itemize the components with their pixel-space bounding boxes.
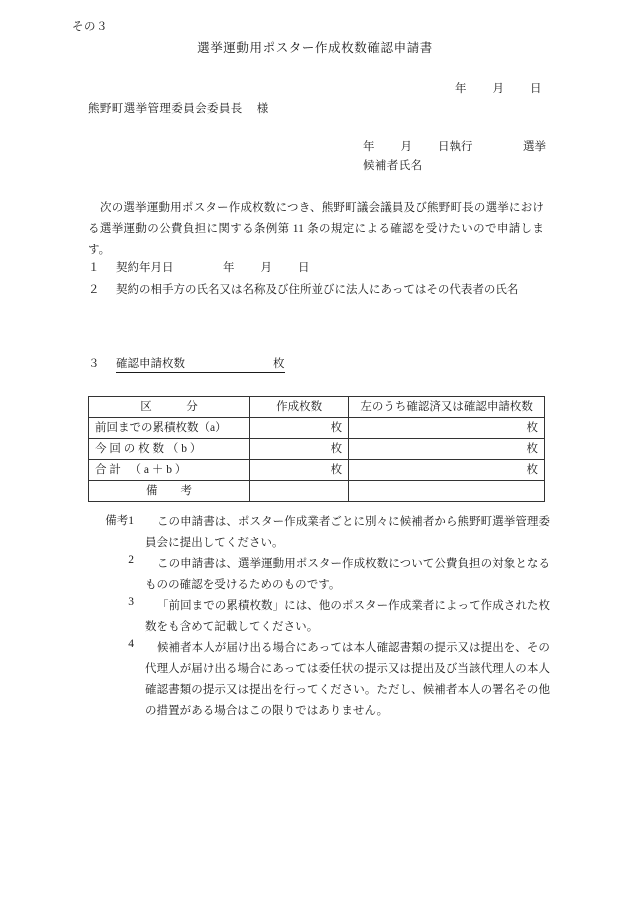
row-label-current-count: 今 回 の 枚 数 （ b ） [89,439,250,460]
exec-month-label: 月 [400,141,412,153]
note-item [82,638,550,722]
poster-count-table [88,396,545,502]
confirmation-count-label: 確認申請枚数 [116,358,185,370]
note-text: 「前回までの累積枚数」には、他のポスター作成業者によって作成された枚数をも含めて記載してください。 [145,600,550,633]
cell-created-previous[interactable]: 枚 [250,418,349,439]
contract-day-label: 日 [298,262,310,274]
item-number: １ [88,262,100,274]
column-header-created: 作成枚数 [250,397,349,418]
column-header-category: 区 分 [89,397,250,418]
note-text: この申請書は、選挙運動用ポスター作成枚数について公費負担の対象となるものの確認を受けるためのものです。 [145,558,550,591]
notes-section [82,512,550,722]
candidate-name-label: 候補者氏名 [363,160,423,172]
list-item [88,259,548,281]
contract-date-fields [223,259,310,275]
submission-date-line [455,80,542,96]
date-year-label: 年 [455,83,467,95]
note-item [82,554,550,596]
numbered-items-list [88,259,548,303]
table-header-row [89,397,545,418]
notes-label-text: 備考 [105,515,129,527]
exec-day-label: 日執行 [438,141,473,153]
item-label: 契約年月日 [116,262,174,274]
note-number: 3 [128,596,134,608]
notes-label [82,512,134,528]
table-row [89,460,545,481]
contract-year-label: 年 [223,262,235,274]
election-label: 選挙 [523,141,546,153]
column-header-confirmed: 左のうち確認済又は確認申請枚数 [349,397,545,418]
note-item [82,512,550,554]
addressee-honorific: 様 [256,103,269,115]
row-label-previous-total: 前回までの累積枚数（a） [89,418,250,439]
body-paragraph: 次の選挙運動用ポスター作成枚数につき、熊野町議会議員及び熊野町長の選挙における選挙運動の公費負担に関する条例第 11 条の規定による確認を受けたいので申請します。 [88,202,544,256]
table-row [89,418,545,439]
item-number: ２ [88,284,100,296]
item-number: ３ [88,358,100,370]
page-title: 選挙運動用ポスター作成枚数確認申請書 [197,41,433,55]
note-item [82,596,550,638]
note-number: 2 [128,554,134,566]
addressee-name: 熊野町選挙管理委員会委員長 [88,103,243,115]
list-item [88,281,548,303]
note-number: 4 [128,638,134,650]
cell-remarks-confirmed[interactable] [349,481,545,502]
table-row [89,481,545,502]
cell-confirmed-previous[interactable]: 枚 [349,418,545,439]
row-label-remarks: 備 考 [89,481,250,502]
date-month-label: 月 [492,83,504,95]
note-number: 1 [128,515,134,527]
contract-month-label: 月 [260,262,272,274]
confirmation-count-unit: 枚 [273,358,285,370]
cell-confirmed-current[interactable]: 枚 [349,439,545,460]
confirmation-count-item [88,355,285,373]
cell-created-total[interactable]: 枚 [250,460,349,481]
table-row [89,439,545,460]
note-text: この申請書は、ポスター作成業者ごとに別々に候補者から熊野町選挙管理委員会に提出してください。 [145,516,550,549]
date-day-label: 日 [530,83,542,95]
confirmation-count-field[interactable] [116,355,285,373]
addressee-line [88,100,269,116]
election-execution-line [363,138,558,154]
exec-year-label: 年 [363,141,375,153]
note-text: 候補者本人が届け出る場合にあっては本人確認書類の提示又は提出を、その代理人が届け出る場合にあっては委任状の提示又は提出及び当該代理人の本人確認書類の提示又は提出を行ってください。ただし、候補者本人の署名その他の措置がある場合はこの限りではありません。 [145,642,550,717]
form-number: その３ [72,21,108,33]
row-label-total: 合 計 （ a ＋ b ） [89,460,250,481]
item-label: 契約の相手方の氏名又は名称及び住所並びに法人にあってはその代表者の氏名 [116,284,519,296]
cell-created-current[interactable]: 枚 [250,439,349,460]
cell-remarks-created[interactable] [250,481,349,502]
cell-confirmed-total[interactable]: 枚 [349,460,545,481]
